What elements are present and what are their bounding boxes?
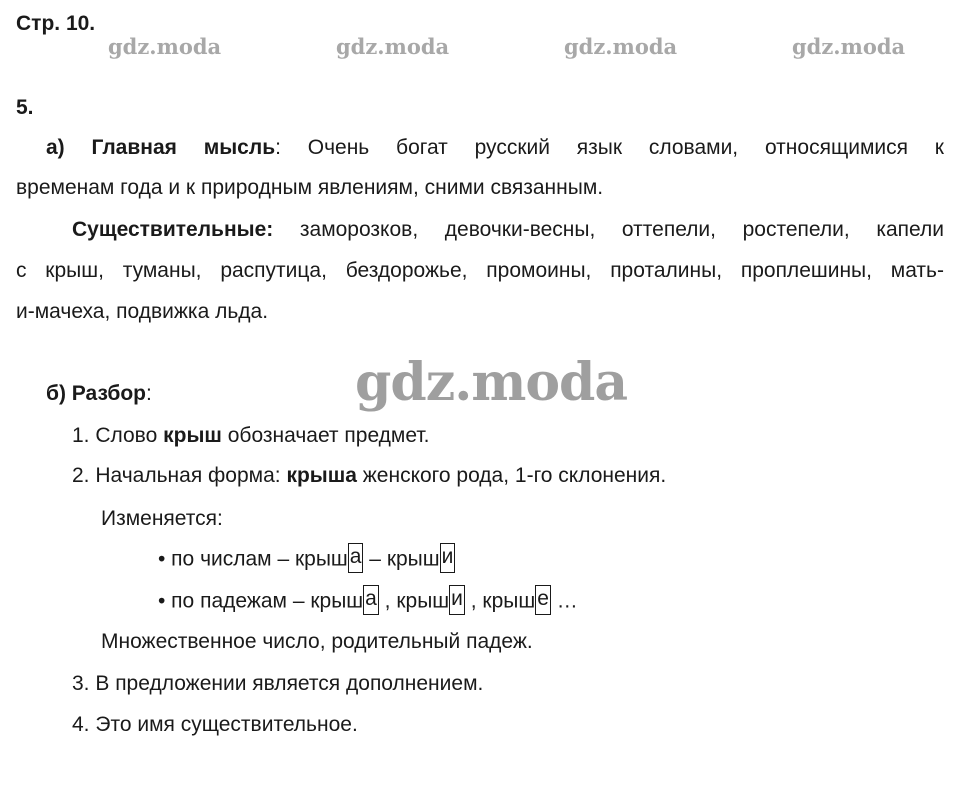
ending-box: а bbox=[363, 585, 379, 615]
analysis-heading bbox=[46, 382, 152, 406]
by-numbers-line bbox=[158, 547, 455, 573]
analysis-item-3: 3. В предложении является дополнением. bbox=[72, 672, 484, 695]
item-word: крыша bbox=[286, 464, 357, 487]
item-text: 2. Начальная форма: bbox=[72, 464, 287, 487]
changes-label: Изменяется: bbox=[101, 507, 223, 530]
ending-box: е bbox=[535, 585, 551, 615]
task-number: 5. bbox=[16, 96, 34, 119]
main-idea-line-2: временам года и к природным явлениям, сними связанным. bbox=[16, 176, 604, 199]
nouns-text: заморозков, девочки-весны, оттепели, ростепели, капели bbox=[273, 218, 944, 241]
watermark: gdz.moda bbox=[108, 34, 222, 59]
main-idea-text: : Очень богат русский язык словами, относящимися к bbox=[275, 136, 944, 159]
analysis-label: б) Разбор bbox=[46, 382, 147, 405]
by-cases-line bbox=[158, 589, 578, 615]
watermark: gdz.moda bbox=[336, 34, 450, 59]
inflection-text: – крыш bbox=[363, 547, 440, 571]
nouns-line-1 bbox=[72, 218, 944, 242]
grammatical-form: Множественное число, родительный падеж. bbox=[101, 630, 533, 653]
analysis-item-1 bbox=[72, 424, 429, 448]
analysis-colon: : bbox=[146, 382, 152, 405]
item-text: обозначает предмет. bbox=[221, 424, 430, 447]
page-reference: Стр. 10. bbox=[16, 12, 96, 35]
watermark: gdz.moda bbox=[792, 34, 906, 59]
inflection-text: , крыш bbox=[378, 589, 450, 613]
inflection-text: • по падежам – крыш bbox=[158, 589, 364, 613]
main-idea-line-1 bbox=[46, 136, 944, 160]
item-text: женского рода, 1-го склонения. bbox=[356, 464, 667, 487]
inflection-text: , крыш bbox=[464, 589, 536, 613]
analysis-item-2 bbox=[72, 464, 666, 488]
item-text: 1. Слово bbox=[72, 424, 164, 447]
inflection-text: • по числам – крыш bbox=[158, 547, 348, 571]
watermark-large: gdz.moda bbox=[355, 352, 628, 413]
nouns-line-2: с крыш, туманы, распутица, бездорожье, промоины, проталины, проплешины, мать- bbox=[16, 259, 944, 282]
watermark: gdz.moda bbox=[564, 34, 678, 59]
analysis-item-4: 4. Это имя существительное. bbox=[72, 713, 358, 736]
item-word: крыш bbox=[163, 424, 222, 447]
nouns-label: Существительные: bbox=[72, 218, 274, 241]
ending-box: и bbox=[440, 543, 456, 573]
ending-box: а bbox=[348, 543, 364, 573]
main-idea-label: а) Главная мысль bbox=[46, 136, 276, 159]
nouns-line-3: и-мачеха, подвижка льда. bbox=[16, 300, 269, 323]
inflection-text: … bbox=[550, 589, 578, 613]
ending-box: и bbox=[449, 585, 465, 615]
